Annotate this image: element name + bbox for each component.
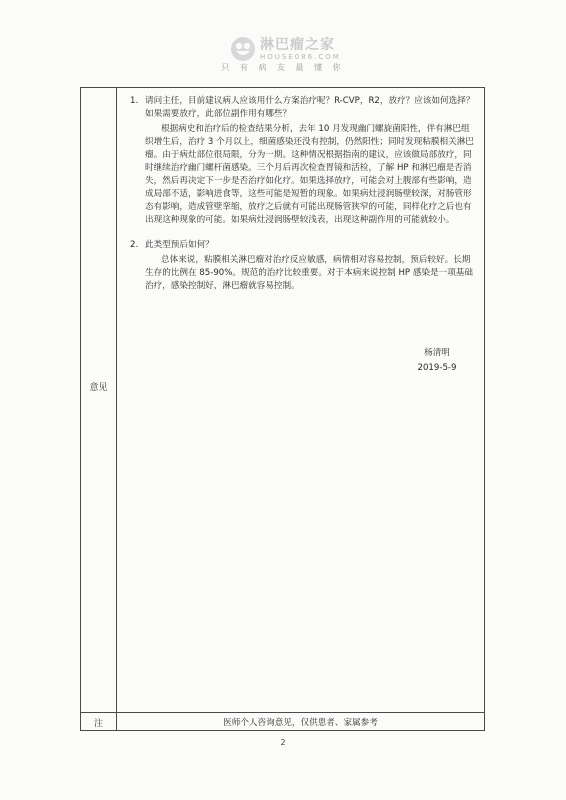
opinion-table bbox=[80, 87, 485, 731]
site-name: 淋巴瘤之家 bbox=[260, 37, 335, 53]
opinion-label: 意见 bbox=[89, 383, 108, 393]
question-text: 此类型预后如何？ bbox=[145, 240, 214, 250]
question-1 bbox=[130, 95, 475, 121]
signature-name: 杨清明 bbox=[424, 348, 450, 358]
site-motto: 只 有 病 友 最 懂 你 bbox=[221, 63, 345, 72]
answer-paragraph: 总体来说，粘膜相关淋巴瘤对治疗反应敏感，病情相对容易控制，预后较好。长期生存的比例在 85-90%。规范的治疗比较重要。对于本病来说控制 HP 感染是一项基础治疗，感染控制好，淋巴瘤就容易控制。 bbox=[145, 255, 473, 291]
question-number: 1. bbox=[130, 96, 139, 106]
opinion-content bbox=[130, 95, 475, 293]
signature-date: 2019-5-9 bbox=[417, 363, 457, 373]
answer-1 bbox=[130, 123, 475, 227]
note-label: 注 bbox=[93, 719, 103, 729]
logo-house-icon bbox=[230, 36, 256, 62]
page-number: 2 bbox=[280, 738, 286, 747]
note-text: 医师个人咨询意见，仅供患者、家属参考 bbox=[223, 718, 378, 728]
answer-paragraph: 根据病史和治疗后的检查结果分析，去年 10 月发现幽门螺旋菌阳性，伴有淋巴组织增生后，治疗 3 个月以上，细菌感染还没有控制，仍然阳性；同时发现粘膜相关淋巴瘤。由于病灶部位很局限，分为一期。这种情况根据指南的建议，应该做局部放疗，同时继续治疗幽门螺杆菌感染。三个月后再次检查胃镜和活检，了解 HP 和淋巴瘤是否消失，然后再决定下一步是否治疗如化疗。如果选择放疗，可能会对上腹部有些影响，造成局部不适，影响进食等，这些可能是短暂的现象。如果病灶浸润肠壁较深，对肠管形态有影响，造成管壁挛缩，放疗之后就有可能出现肠管狭窄的可能，同样化疗之后也有出现这种现象的可能。如果病灶浸润肠壁较浅表，出现这种副作用的可能就较小。 bbox=[145, 124, 474, 225]
question-text: 请问主任，目前建议病人应该用什么方案治疗呢？R-CVP，R2，放疗？应该如何选择？如果需要放疗，此部位副作用有哪些？ bbox=[145, 96, 475, 119]
question-number: 2. bbox=[130, 240, 139, 250]
column-divider bbox=[116, 88, 117, 730]
site-logo bbox=[0, 30, 566, 80]
signature-block bbox=[407, 346, 467, 376]
question-2 bbox=[130, 239, 475, 252]
row-divider bbox=[81, 712, 484, 713]
site-domain: HOUSE086.COM bbox=[260, 53, 341, 61]
answer-2 bbox=[130, 254, 475, 293]
